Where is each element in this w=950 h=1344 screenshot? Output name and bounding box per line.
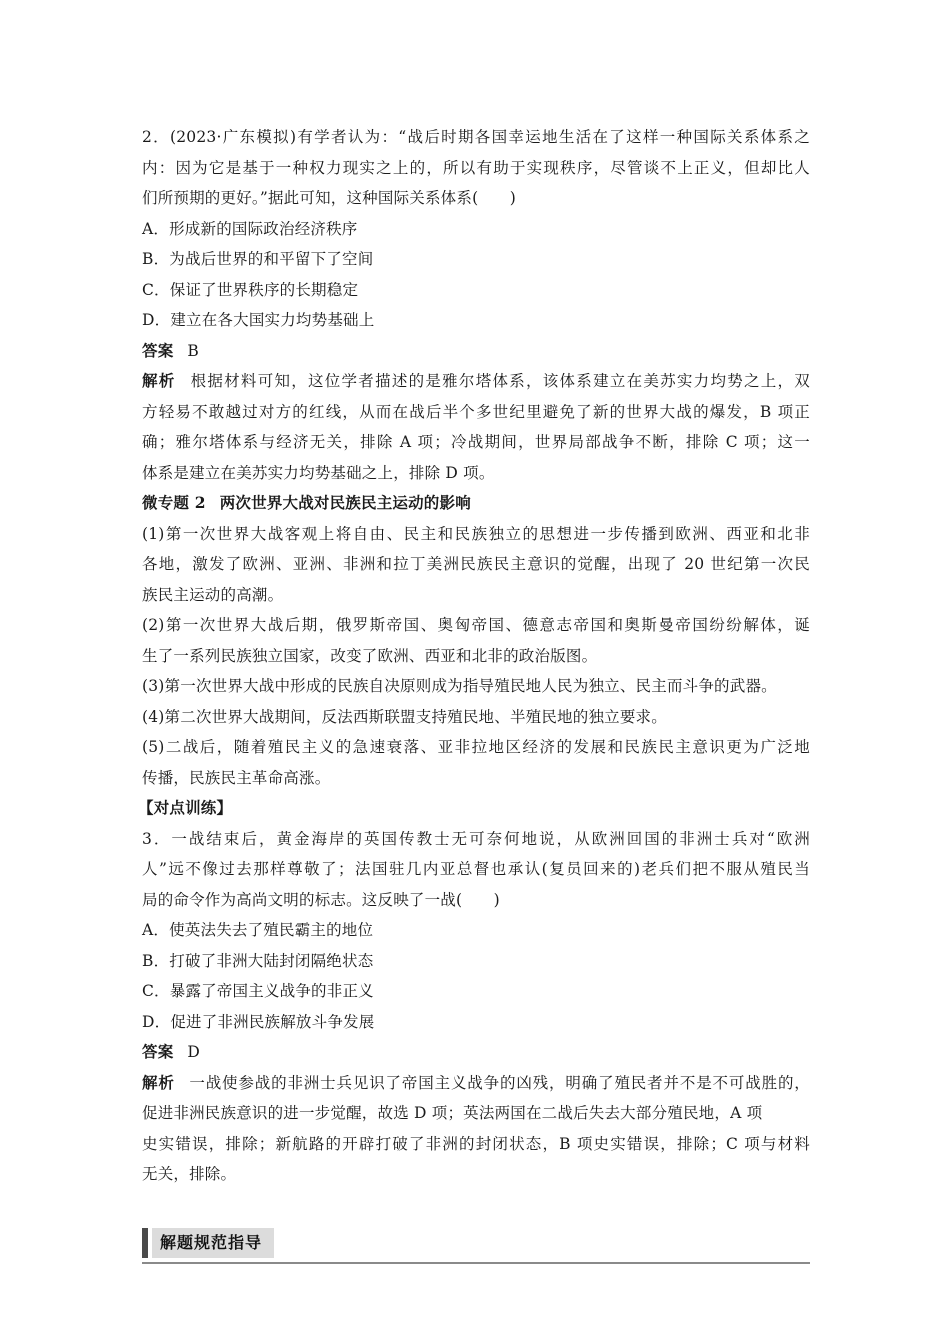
- q2-option-d: D．建立在各大国实力均势基础上: [142, 311, 375, 329]
- q2-option-a: A．形成新的国际政治经济秩序: [142, 219, 358, 238]
- heading-marker: [142, 1228, 148, 1258]
- topic-heading: 两次世界大战对民族民主运动的影响: [219, 493, 471, 512]
- topic-line: 传播，民族民主革命高涨。: [142, 768, 331, 787]
- topic-title: [142, 488, 810, 519]
- q3-stem-line: 局的命令作为高尚文明的标志。这反映了一战( ): [142, 890, 500, 909]
- page-content: [138, 122, 810, 1190]
- topic-line: 生了一系列民族独立国家，改变了欧洲、西亚和北非的政治版图。: [142, 646, 598, 665]
- q3-option-d: D．促进了非洲民族解放斗争发展: [142, 1012, 375, 1031]
- practice-title: 【对点训练】: [138, 798, 233, 817]
- topic-line: 各地，激发了欧洲、亚洲、非洲和拉丁美洲民族民主意识的觉醒，出现了 20 世纪第一次民: [142, 555, 810, 573]
- q3-analysis-line: 无关，排除。: [142, 1165, 237, 1183]
- answer-value: B: [187, 341, 199, 360]
- q3-analysis-line: 促进非洲民族意识的进一步觉醒，故选 D 项；英法两国在二战后失去大部分殖民地，A 项: [142, 1104, 763, 1122]
- topic-line: (2)第一次世界大战后期，俄罗斯帝国、奥匈帝国、德意志帝国和奥斯曼帝国纷纷解体，诞: [142, 616, 810, 634]
- q2-analysis-line: [142, 366, 810, 397]
- q3-analysis-line: [142, 1068, 810, 1099]
- analysis-label: 解析: [142, 1072, 175, 1092]
- section-heading-text: 解题规范指导: [152, 1228, 274, 1258]
- q2-answer: [142, 336, 810, 367]
- q2-stem-line: 2．(2023·广东模拟)有学者认为：“战后时期各国幸运地生活在了这样一种国际关系体系之: [142, 128, 810, 146]
- q3-option-c: C．暴露了帝国主义战争的非正义: [142, 982, 374, 1000]
- q2-stem-line: 们所预期的更好。”据此可知，这种国际关系体系( ): [142, 189, 516, 207]
- topic-line: (1)第一次世界大战客观上将自由、民主和民族独立的思想进一步传播到欧洲、西亚和北非: [142, 524, 810, 543]
- q2-analysis-line: 体系是建立在美苏实力均势基础之上，排除 D 项。: [142, 463, 495, 482]
- q2-analysis-line: 确；雅尔塔体系与经济无关，排除 A 项；冷战期间，世界局部战争不断，排除 C 项；这一: [142, 433, 810, 451]
- analysis-text: 一战使参战的非洲士兵见识了帝国主义战争的凶残，明确了殖民者并不是不可战胜的，: [188, 1073, 810, 1092]
- q2-stem-line: 内：因为它是基于一种权力现实之上的，所以有助于实现秩序，尽管谈不上正义，但却比人: [142, 158, 810, 177]
- q2-analysis-line: 方轻易不敢越过对方的红线，从而在战后半个多世纪里避免了新的世界大战的爆发，B 项正: [142, 402, 810, 421]
- q3-analysis-line: 史实错误，排除；新航路的开辟打破了非洲的封闭状态，B 项史实错误，排除；C 项与材料: [142, 1134, 810, 1153]
- topic-label: 微专题 2: [142, 493, 206, 512]
- answer-label: 答案: [142, 1042, 174, 1061]
- topic-line: (3)第一次世界大战中形成的民族自决原则成为指导殖民地人民为独立、民主而斗争的武器。: [142, 677, 777, 695]
- topic-line: (5)二战后，随着殖民主义的急速衰落、亚非拉地区经济的发展和民族民主意识更为广泛地: [142, 738, 810, 756]
- q2-option-b: B．为战后世界的和平留下了空间: [142, 250, 374, 268]
- q2-option-c: C．保证了世界秩序的长期稳定: [142, 280, 359, 299]
- answer-value: D: [187, 1043, 201, 1061]
- analysis-label: 解析: [142, 371, 176, 390]
- q3-answer: [142, 1037, 810, 1068]
- q3-option-b: B．打破了非洲大陆封闭隔绝状态: [142, 951, 374, 970]
- q3-option-a: A．使英法失去了殖民霸主的地位: [142, 921, 374, 939]
- analysis-text: 根据材料可知，这位学者描述的是雅尔塔体系，该体系建立在美苏实力均势之上，双: [189, 372, 810, 390]
- section-heading: [142, 1228, 274, 1258]
- topic-line: 族民主运动的高潮。: [142, 585, 284, 604]
- answer-label: 答案: [142, 340, 174, 360]
- section-divider: [142, 1262, 810, 1264]
- topic-line: (4)第二次世界大战期间，反法西斯联盟支持殖民地、半殖民地的独立要求。: [142, 707, 667, 726]
- q3-stem-line: 人”远不像过去那样尊敬了；法国驻几内亚总督也承认(复员回来的)老兵们把不服从殖民当: [142, 860, 810, 878]
- q3-stem-line: 3．一战结束后，黄金海岸的英国传教士无可奈何地说，从欧洲回国的非洲士兵对“欧洲: [142, 829, 810, 848]
